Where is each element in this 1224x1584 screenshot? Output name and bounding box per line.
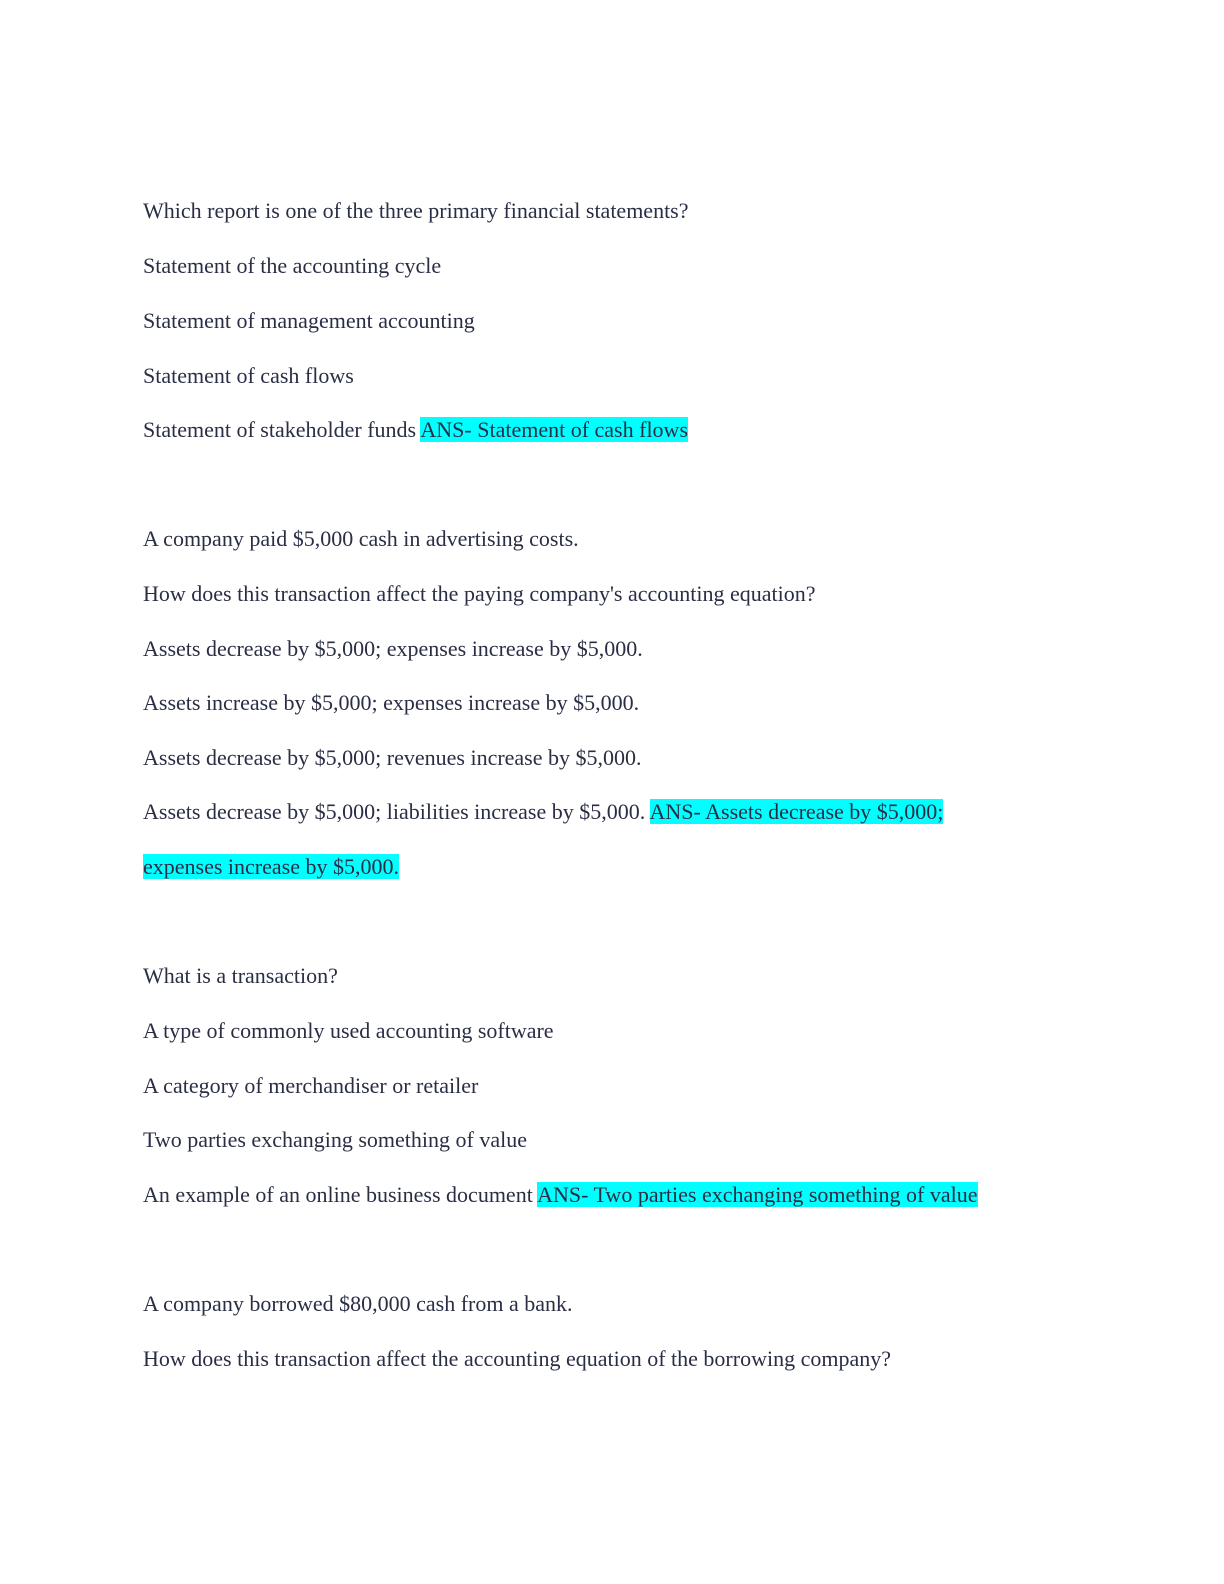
- question-1-prompt: Which report is one of the three primary financial statements?: [143, 198, 689, 223]
- question-3-option-3: Two parties exchanging something of value: [143, 1127, 527, 1152]
- question-2-prompt: How does this transaction affect the paying company's accounting equation?: [143, 581, 816, 606]
- question-2-answer-part-2: expenses increase by $5,000.: [143, 854, 399, 879]
- question-3-option-4: An example of an online business document: [143, 1182, 538, 1207]
- question-2-option-2: Assets increase by $5,000; expenses increase by $5,000.: [143, 690, 640, 715]
- question-4-prompt: How does this transaction affect the accounting equation of the borrowing company?: [143, 1346, 891, 1371]
- question-3-prompt: What is a transaction?: [143, 963, 338, 988]
- question-3-option-4-row: [143, 1181, 978, 1209]
- question-2-scenario: A company paid $5,000 cash in advertising costs.: [143, 526, 579, 551]
- question-4-scenario: A company borrowed $80,000 cash from a bank.: [143, 1291, 573, 1316]
- question-1-option-2: Statement of management accounting: [143, 308, 475, 333]
- question-1-answer: ANS- Statement of cash flows: [420, 417, 689, 442]
- question-1-option-4-row: [143, 416, 688, 444]
- question-3-option-2: A category of merchandiser or retailer: [143, 1073, 479, 1098]
- question-1-option-4: Statement of stakeholder funds: [143, 417, 421, 442]
- question-2-option-3: Assets decrease by $5,000; revenues increase by $5,000.: [143, 745, 642, 770]
- question-2-answer-part-1: ANS- Assets decrease by $5,000;: [649, 799, 944, 824]
- question-1-option-1: Statement of the accounting cycle: [143, 253, 442, 278]
- question-2-option-1: Assets decrease by $5,000; expenses increase by $5,000.: [143, 636, 643, 661]
- question-2-option-4-row: [143, 798, 943, 826]
- question-3-option-1: A type of commonly used accounting software: [143, 1018, 554, 1043]
- question-2-answer-row-2: [143, 853, 399, 881]
- question-2-option-4: Assets decrease by $5,000; liabilities increase by $5,000.: [143, 799, 650, 824]
- question-3-answer: ANS- Two parties exchanging something of value: [537, 1182, 978, 1207]
- question-1-option-3: Statement of cash flows: [143, 363, 354, 388]
